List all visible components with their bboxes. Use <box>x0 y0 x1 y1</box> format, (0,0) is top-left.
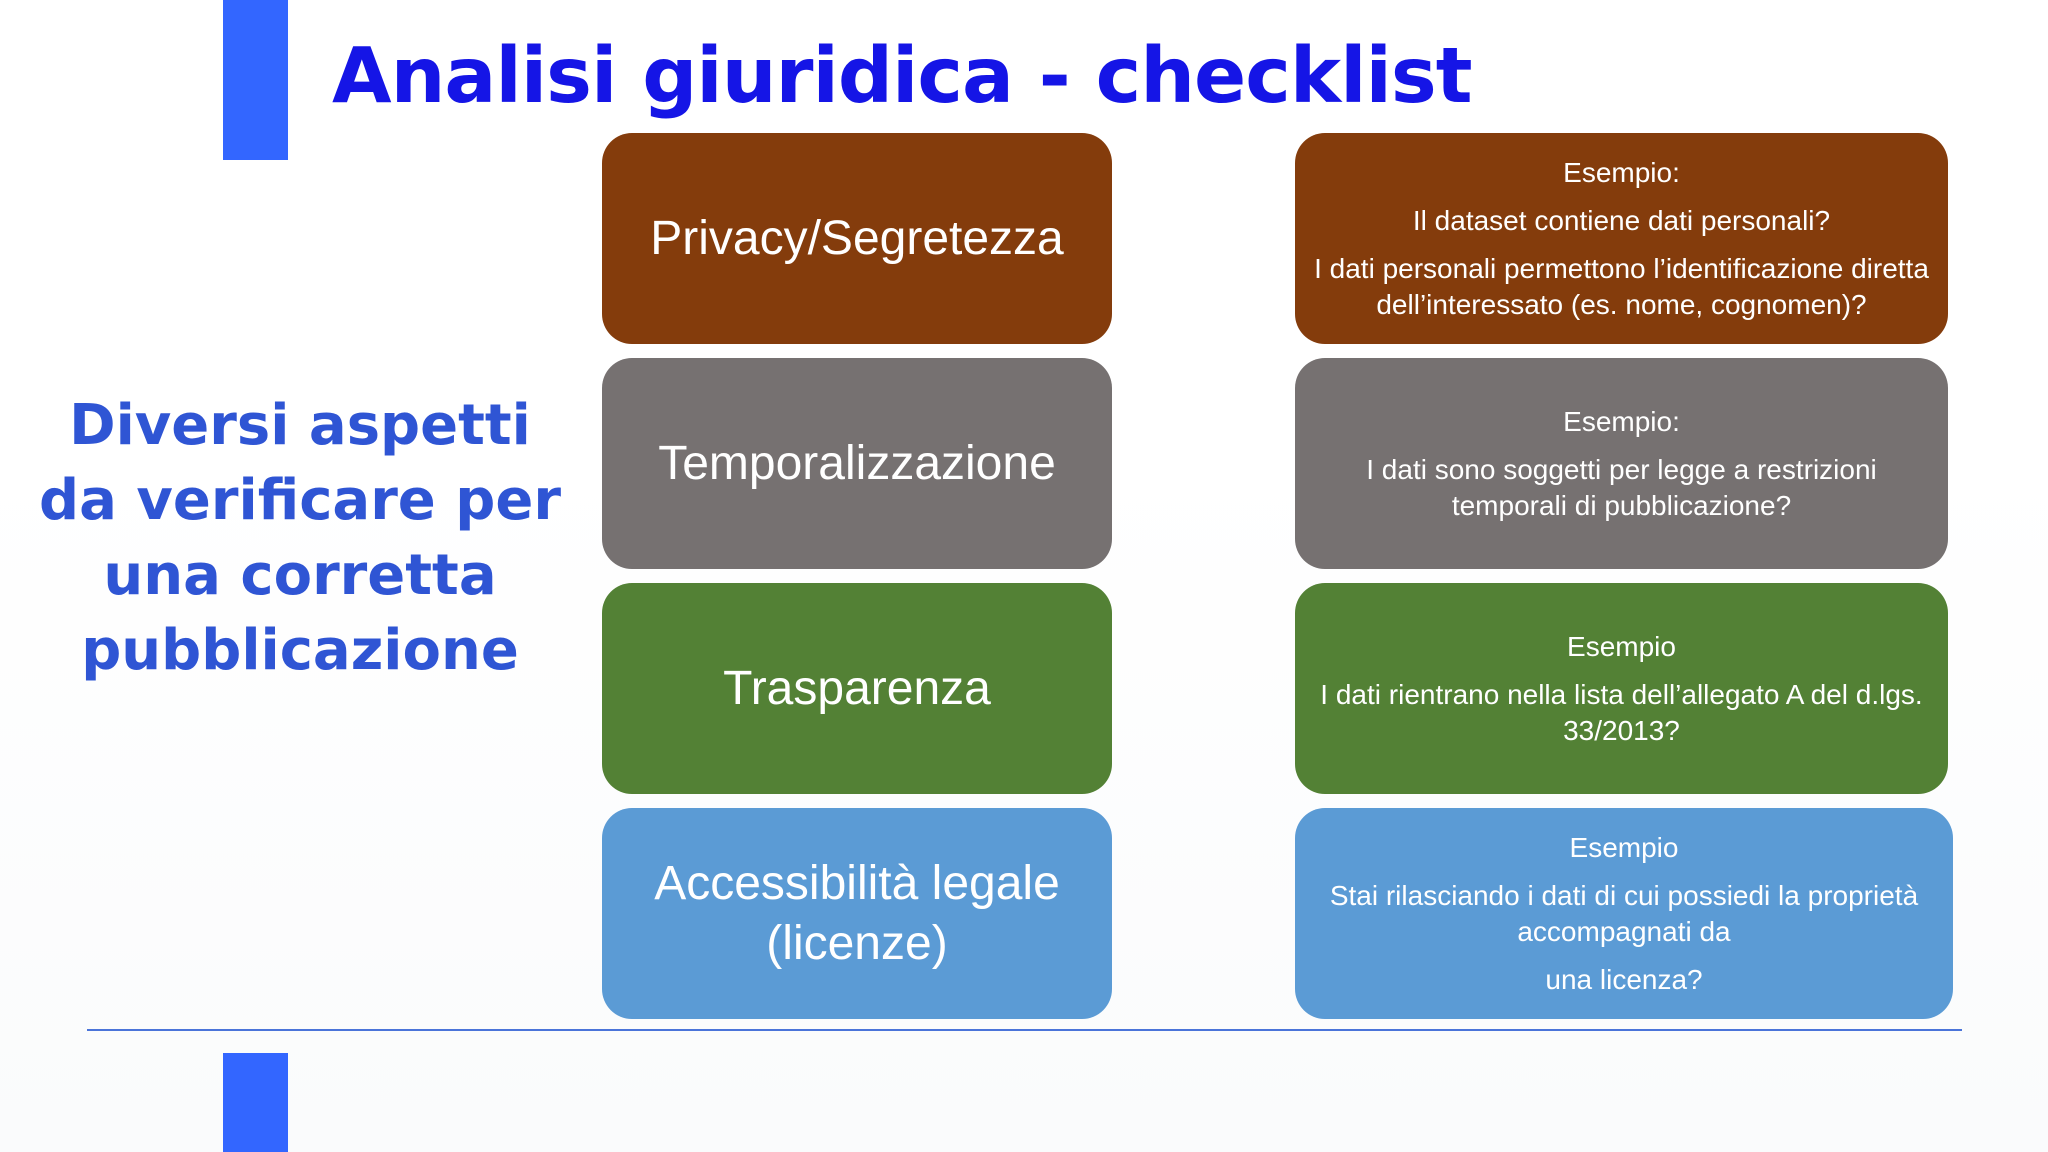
category-temporal-box <box>602 358 1112 569</box>
example-question: Stai rilasciando i dati di cui possiedi la proprietà accompagnati da <box>1329 879 1919 947</box>
category-label: Privacy/Segretezza <box>650 211 1064 265</box>
example-question: I dati rientrano nella lista dell’allegato A del d.lgs. 33/2013? <box>1320 678 1923 746</box>
example-temporal-box <box>1295 358 1948 569</box>
example-question: Il dataset contiene dati personali? <box>1412 204 1831 236</box>
example-question: una licenza? <box>1545 963 1703 995</box>
slide-title: Analisi giuridica - checklist <box>332 32 1472 121</box>
example-question: I dati personali permettono l’identificazione diretta dell’interessato (es. nome, cognomen)? <box>1314 252 1929 320</box>
category-label: Temporalizzazione <box>658 436 1056 490</box>
category-accessibility-box <box>602 808 1112 1019</box>
category-privacy-box <box>602 133 1112 344</box>
example-privacy-box <box>1295 133 1948 344</box>
example-label: Esempio <box>1569 831 1679 863</box>
example-label: Esempio <box>1567 630 1676 662</box>
category-label: Accessibilità legale (licenze) <box>654 856 1060 970</box>
footer-divider <box>87 1029 1962 1031</box>
example-label: Esempio: <box>1563 156 1680 188</box>
accent-bar-bottom <box>223 1053 288 1152</box>
category-label: Trasparenza <box>723 661 991 715</box>
example-question: I dati sono soggetti per legge a restrizioni temporali di pubblicazione? <box>1366 453 1877 521</box>
category-transparency-box <box>602 583 1112 794</box>
example-accessibility-box <box>1295 808 1953 1019</box>
accent-bar-top <box>223 0 288 160</box>
example-label: Esempio: <box>1563 405 1680 437</box>
example-transparency-box <box>1295 583 1948 794</box>
side-description: Diversi aspetti da verificare per una corretta pubblicazione <box>39 393 561 683</box>
